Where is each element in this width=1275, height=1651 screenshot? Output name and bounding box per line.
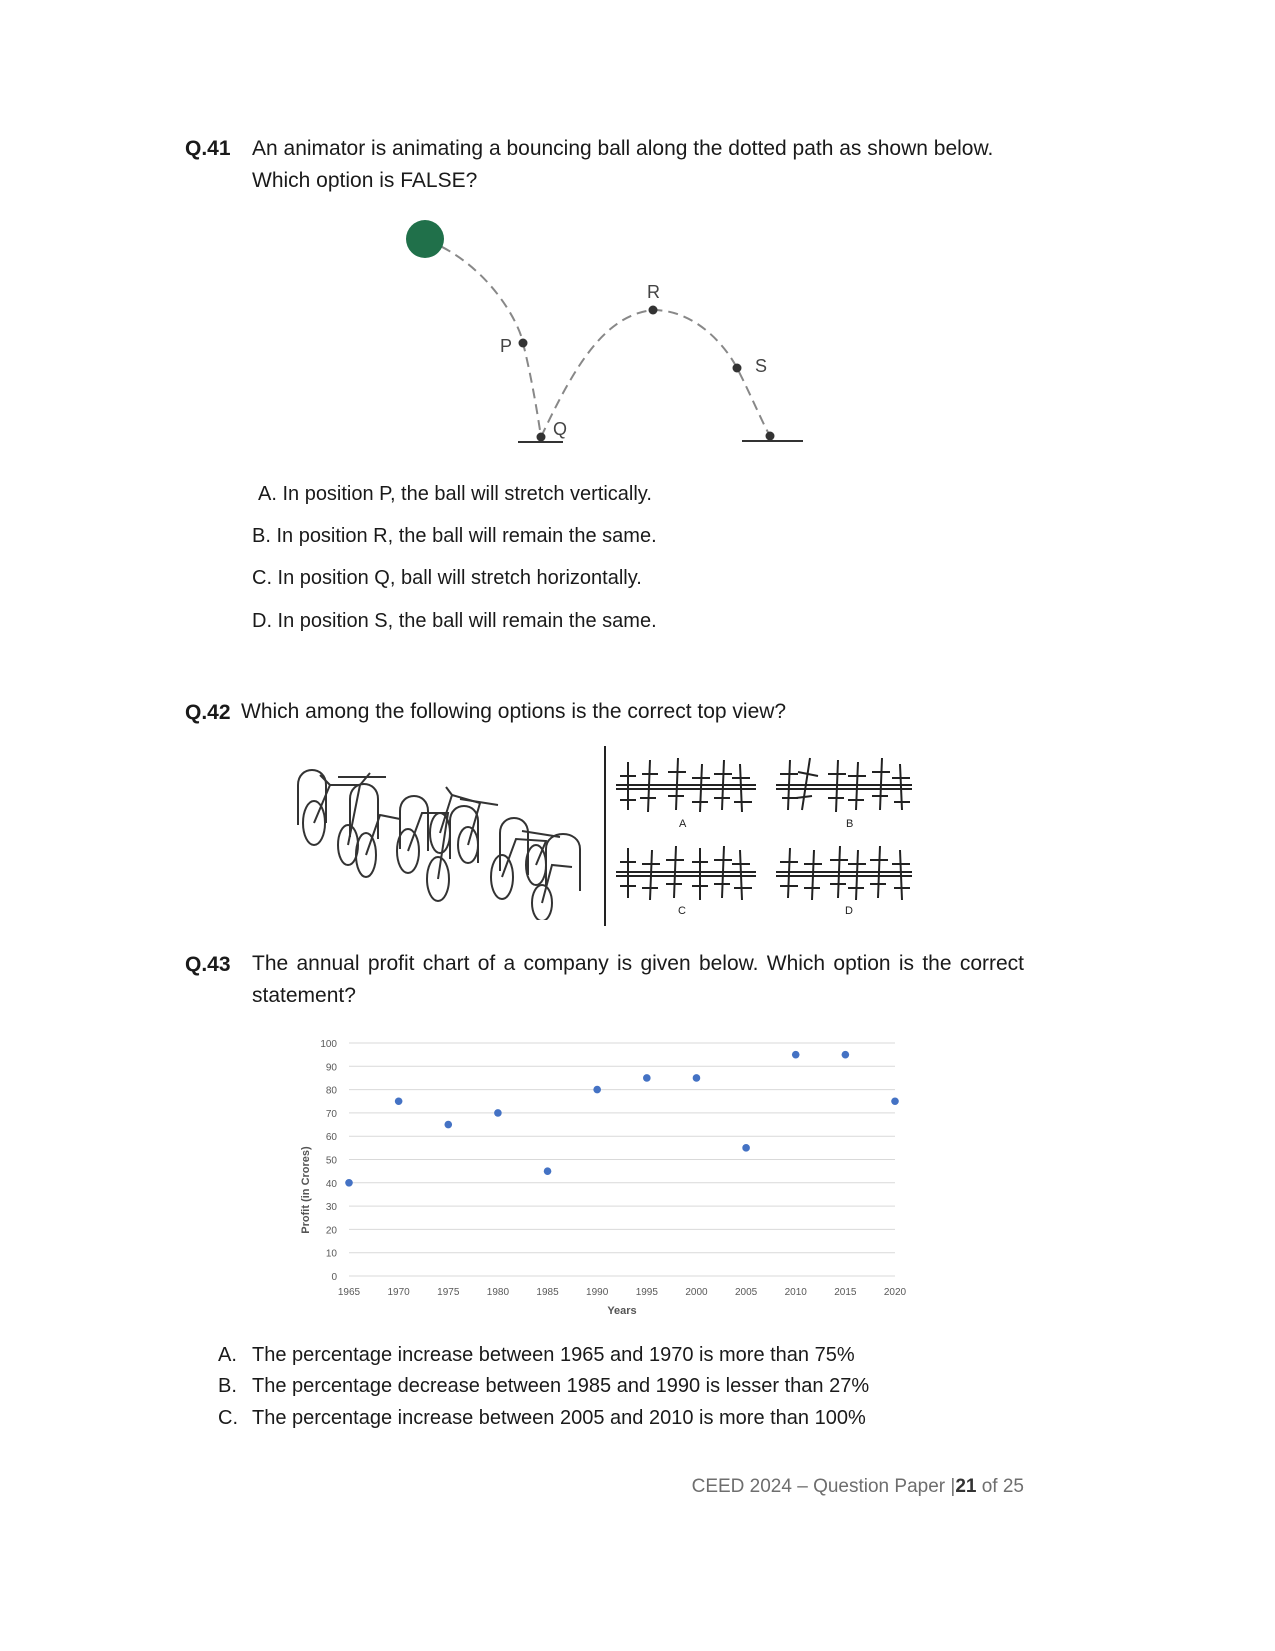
y-tick-label: 80: [325, 1085, 337, 1097]
y-tick-label: 50: [325, 1155, 337, 1167]
point-r: [649, 306, 658, 315]
top-view-options: [612, 752, 917, 922]
data-point: [444, 1121, 452, 1129]
option-b-letter: B.: [218, 1375, 237, 1397]
data-point: [842, 1051, 850, 1059]
point-s: [733, 364, 742, 373]
x-axis-label: Years: [607, 1305, 637, 1317]
option-a: A. In position P, the ball will stretch vertically.: [258, 483, 652, 505]
x-tick-label: 1990: [586, 1287, 609, 1298]
y-tick-label: 70: [325, 1108, 337, 1120]
option-c-letter: C.: [218, 1407, 238, 1429]
y-tick-label: 0: [331, 1272, 337, 1283]
profit-scatter-chart: [295, 1030, 915, 1325]
bicycle-rack-illustration: [290, 755, 595, 920]
option-c: The percentage increase between 2005 and 2010 is more than 100%: [252, 1407, 866, 1429]
data-point: [792, 1051, 800, 1059]
question-number: Q.43: [185, 953, 231, 976]
question-text: Which among the following options is the correct top view?: [241, 700, 787, 723]
data-point: [742, 1144, 750, 1152]
x-tick-label: 1970: [387, 1287, 410, 1298]
y-tick-label: 90: [325, 1062, 337, 1074]
data-point: [891, 1097, 899, 1105]
x-tick-label: 1980: [486, 1287, 510, 1298]
data-point: [693, 1074, 701, 1082]
label-p: P: [500, 336, 513, 356]
y-tick-label: 40: [325, 1178, 337, 1190]
path-bounce: [541, 310, 770, 437]
footer-suffix: of 25: [976, 1476, 1024, 1497]
y-tick-label: 20: [325, 1225, 337, 1237]
x-tick-label: 2000: [685, 1287, 708, 1298]
x-tick-label: 2010: [784, 1287, 807, 1298]
ball: [406, 220, 444, 258]
footer-prefix: CEED 2024 – Question Paper |: [691, 1476, 956, 1497]
data-point: [643, 1074, 651, 1082]
option-c: C. In position Q, ball will stretch horizontally.: [252, 567, 642, 589]
x-tick-label: 2005: [734, 1287, 758, 1298]
option-b: The percentage decrease between 1985 and 1990 is lesser than 27%: [252, 1375, 870, 1397]
top-view-label-d: D: [845, 905, 853, 917]
x-tick-label: 2015: [834, 1287, 857, 1298]
data-point: [593, 1086, 601, 1094]
option-b: B. In position R, the ball will remain the same.: [252, 525, 657, 547]
y-tick-label: 30: [325, 1202, 337, 1214]
top-view-label-b: B: [846, 818, 854, 830]
data-point: [494, 1109, 502, 1117]
question-number: Q.41: [185, 137, 231, 160]
x-tick-label: 1965: [337, 1287, 361, 1298]
label-q: Q: [553, 419, 568, 439]
question-text: An animator is animating a bouncing ball along the dotted path as shown below. Which option is FALSE?: [252, 137, 994, 192]
option-d: D. In position S, the ball will remain the same.: [252, 610, 657, 632]
point-end: [766, 432, 775, 441]
page-footer: [692, 1476, 1024, 1498]
point-p: [519, 339, 528, 348]
y-tick-label: 100: [320, 1039, 337, 1050]
top-view-label-a: A: [679, 818, 687, 830]
point-q: [537, 433, 546, 442]
x-tick-label: 2020: [883, 1287, 907, 1298]
question-text: The annual profit chart of a company is given below. Which option is the correct statement?: [252, 952, 1024, 1007]
x-tick-label: 1975: [437, 1287, 460, 1298]
data-point: [395, 1097, 403, 1105]
label-s: S: [755, 356, 768, 376]
data-point: [345, 1179, 353, 1187]
x-tick-label: 1995: [635, 1287, 658, 1298]
x-tick-label: 1985: [536, 1287, 559, 1298]
top-view-label-c: C: [678, 905, 686, 917]
label-r: R: [647, 282, 660, 302]
option-a-letter: A.: [218, 1344, 237, 1366]
y-axis-label: Profit (in Crores): [300, 1146, 312, 1234]
option-a: The percentage increase between 1965 and 1970 is more than 75%: [252, 1344, 855, 1366]
question-number: Q.42: [185, 701, 231, 724]
path-descent: [427, 240, 541, 437]
page-number: 21: [955, 1476, 977, 1497]
bouncing-ball-figure: [395, 215, 815, 450]
figure-divider: [604, 746, 606, 926]
y-tick-label: 60: [325, 1132, 337, 1144]
data-point: [544, 1167, 552, 1175]
y-tick-label: 10: [325, 1248, 337, 1260]
